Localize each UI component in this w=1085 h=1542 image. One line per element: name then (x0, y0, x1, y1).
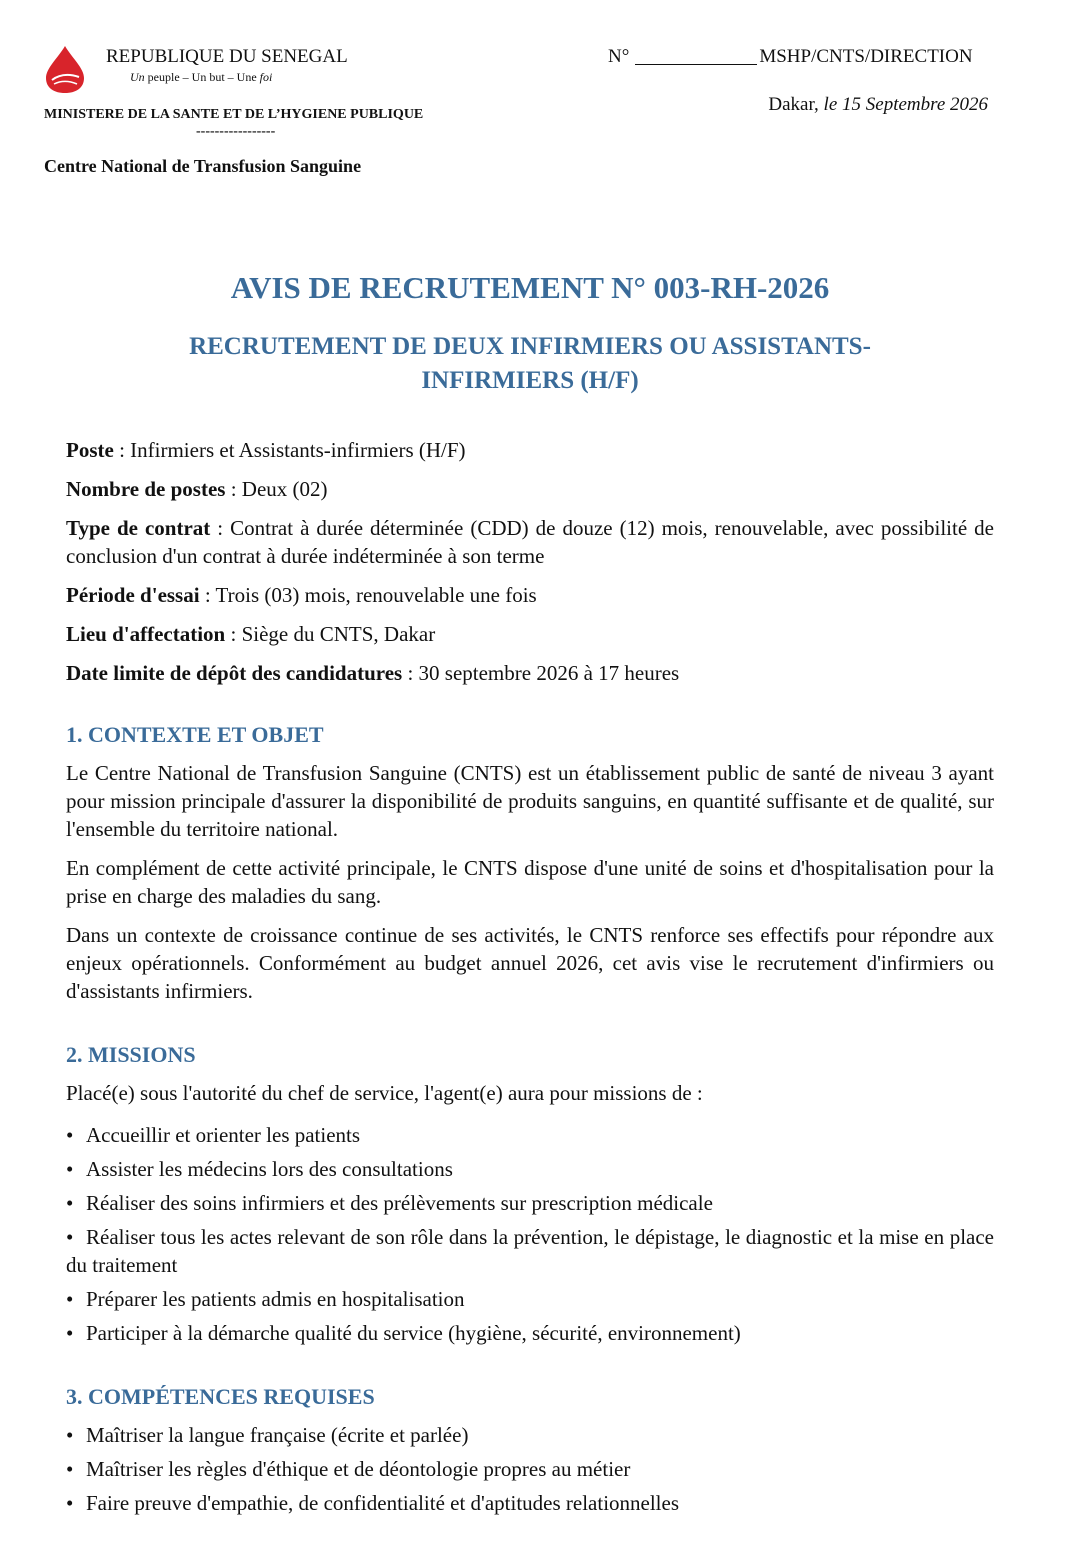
reference-number: N° MSHP/CNTS/DIRECTION (608, 46, 973, 67)
document-date: Dakar, le 15 Septembre 2026 (768, 94, 988, 115)
competences-list (66, 1421, 994, 1517)
republic-name: REPUBLIQUE DU SENEGAL (106, 46, 348, 67)
field-nombre-postes: Nombre de postes : Deux (02) (66, 477, 328, 501)
notice-title: AVIS DE RECRUTEMENT N° 003-RH-2026 (230, 270, 830, 305)
national-motto: Un peuple – Un but – Une foi (130, 70, 273, 84)
notice-subtitle: RECRUTEMENT DE DEUX INFIRMIERS OU ASSISTANTS- INFIRMIERS (H/F) (189, 333, 871, 394)
missions-list (66, 1121, 994, 1347)
contexte-paragraph: Dans un contexte de croissance continue de ses activités, le CNTS renforce ses effectifs pour répondre aux enjeux opérationnels. Conformément au budget annuel 2026, cet avis vise le recrutement d'infirmiers ou d'assistants infirmiers. (66, 923, 994, 1003)
section-heading-competences: 3. COMPÉTENCES REQUISES (66, 1384, 375, 1409)
ministry-name: MINISTERE DE LA SANTE ET DE L’HYGIENE PUBLIQUE (44, 107, 424, 122)
section-heading-missions: 2. MISSIONS (66, 1042, 196, 1067)
contexte-paragraph: Le Centre National de Transfusion Sanguine (CNTS) est un établissement public de santé de niveau 3 ayant pour mission principale d'assurer la disponibilité de produits sanguins, en quantité suffisante et de qualité, sur l'ensemble du territoire national. (66, 761, 994, 841)
list-item: • Assister les médecins lors des consultations (66, 1157, 453, 1181)
list-item: • Participer à la démarche qualité du service (hygiène, sécurité, environnement) (66, 1321, 741, 1345)
centre-name: Centre National de Transfusion Sanguine (44, 156, 362, 176)
reference-blank (635, 46, 757, 65)
field-date-limite: Date limite de dépôt des candidatures : 30 septembre 2026 à 17 heures (66, 661, 680, 685)
header-separator: ----------------- (196, 124, 276, 139)
field-lieu-affectation: Lieu d'affectation : Siège du CNTS, Dakar (66, 622, 436, 646)
blood-drop-logo (42, 44, 88, 94)
list-item: • Maîtriser les règles d'éthique et de déontologie propres au métier (66, 1457, 631, 1481)
list-item: • Faire preuve d'empathie, de confidentialité et d'aptitudes relationnelles (66, 1491, 680, 1515)
list-item: • Accueillir et orienter les patients (66, 1123, 361, 1147)
contexte-paragraph: En complément de cette activité principale, le CNTS dispose d'une unité de soins et d'hospitalisation pour la prise en charge des maladies du sang. (66, 856, 994, 908)
list-item: • Préparer les patients admis en hospitalisation (66, 1287, 465, 1311)
field-periode-essai: Période d'essai : Trois (03) mois, renouvelable une fois (66, 583, 537, 607)
field-type-contrat: Type de contrat : Contrat à durée déterminée (CDD) de douze (12) mois, renouvelable, avec possibilité de conclusion d'un contrat à durée indéterminée à son terme (66, 516, 994, 568)
list-item: • Maîtriser la langue française (écrite et parlée) (66, 1423, 469, 1447)
missions-intro: Placé(e) sous l'autorité du chef de service, l'agent(e) aura pour missions de : (66, 1081, 703, 1105)
notice-body (66, 436, 994, 1523)
list-item: • Réaliser des soins infirmiers et des prélèvements sur prescription médicale (66, 1191, 713, 1215)
list-item: • Réaliser tous les actes relevant de son rôle dans la prévention, le dépistage, le diagnostic et la mise en place du traitement (66, 1225, 994, 1277)
field-poste: Poste : Infirmiers et Assistants-infirmiers (H/F) (66, 438, 466, 462)
section-heading-contexte: 1. CONTEXTE ET OBJET (66, 722, 324, 747)
